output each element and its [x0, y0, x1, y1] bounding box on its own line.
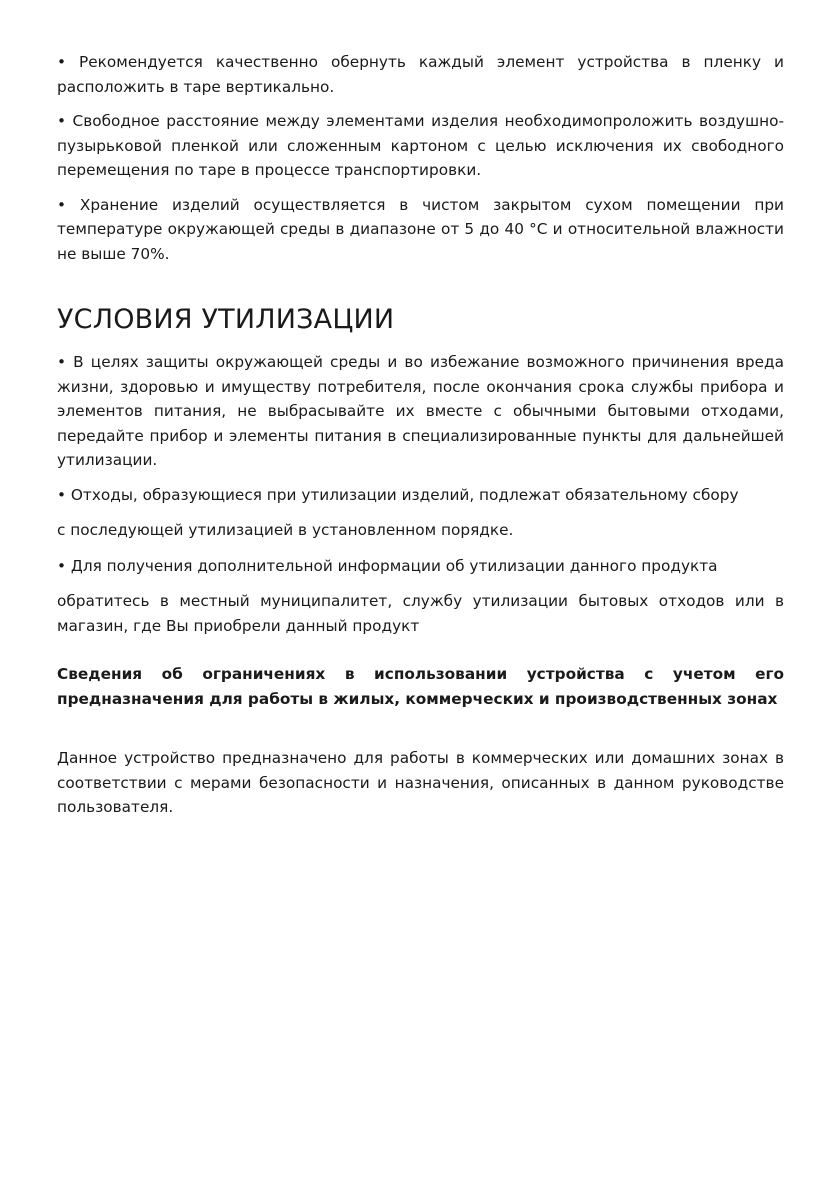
disposal-paragraph-info: • Для получения дополнительной информации об утилизации данного продукта [57, 556, 718, 575]
restrictions-paragraph: Данное устройство предназначено для работы в коммерческих или домашних зонах в соответствии с мерами безопасности и назначения, описанных в данном руководстве пользователя. [57, 749, 784, 816]
document-page [57, 50, 784, 820]
disposal-paragraph-waste-cont: с последующей утилизацией в установленном порядке. [57, 521, 514, 539]
disposal-heading: УСЛОВИЯ УТИЛИЗАЦИИ [57, 304, 395, 335]
restrictions-heading: Сведения об ограничениях в использовании устройства с учетом его предназначения для работы в жилых, коммерческих и производственных зонах [57, 665, 784, 708]
storage-paragraph-packaging: • Рекомендуется качественно обернуть каждый элемент устройства в пленку и расположить в таре вертикально. [57, 53, 784, 96]
storage-paragraph-spacing: • Свободное расстояние между элементами изделия необходимопроложить воздушно-пузырьковой пленкой или сложенным картоном с целью исключения их свободного перемещения по таре в процессе транспортировки. [57, 112, 784, 179]
disposal-paragraph-info-cont: обратитесь в местный муниципалитет, службу утилизации бытовых отходов или в магазин, где Вы приобрели данный продукт [57, 592, 784, 635]
storage-paragraph-conditions: • Хранение изделий осуществляется в чистом закрытом сухом помещении при температуре окружающей среды в диапазоне от 5 до 40 °С и относительной влажности не выше 70%. [57, 195, 784, 263]
disposal-paragraph-waste: • Отходы, образующиеся при утилизации изделий, подлежат обязательному сбору [57, 485, 739, 504]
disposal-paragraph-environment: • В целях защиты окружающей среды и во избежание возможного причинения вреда жизни, здоровью и имуществу потребителя, после окончания срока службы прибора и элементов питания, не выбрасывайте их вместе с обычными бытовыми отходами, передайте прибор и элементы питания в специализированные пункты для дальнейшей утилизации. [57, 353, 784, 469]
